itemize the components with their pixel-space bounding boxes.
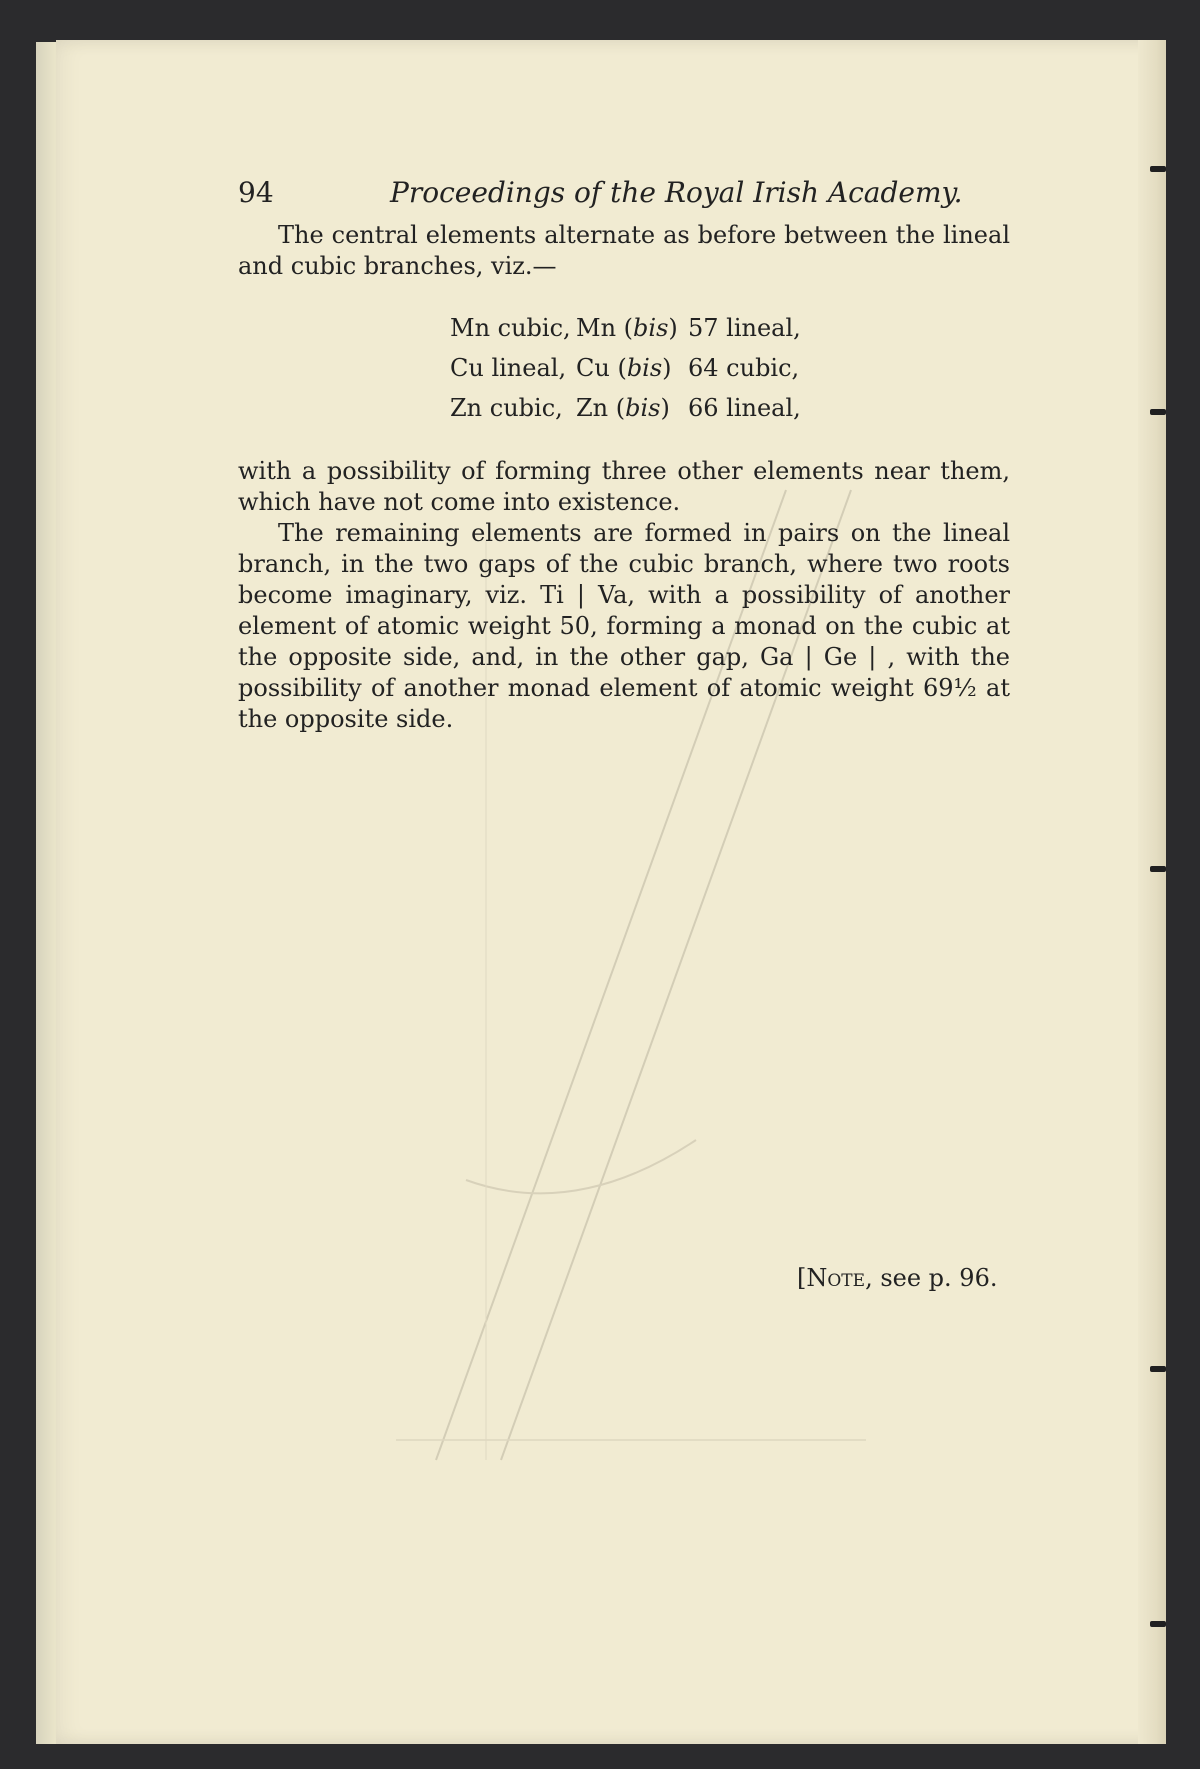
binding-stitch [1150,866,1166,872]
bis-prefix: Mn ( [576,314,634,342]
row-bis-element [576,348,688,388]
note-open-bracket: [ [797,1264,807,1292]
row-weight-branch: 57 lineal, [688,314,801,342]
bis-suffix: ) [668,314,678,342]
row-weight-branch: 64 cubic, [688,354,800,382]
row-bis-element [576,308,688,348]
bis-suffix: ) [660,394,670,422]
possibility-paragraph: with a possibility of forming three other elements near them, which have not come into existence. [238,457,1010,516]
row-element-branch: Mn cubic, [450,314,571,342]
binding-stitch [1150,166,1166,172]
table-row [450,308,822,348]
row-bis-element [576,388,688,428]
running-head [238,170,1010,216]
note-label: Note [806,1264,866,1292]
bis-prefix: Cu ( [576,354,627,382]
page-number: 94 [238,176,274,209]
remaining-elements-paragraph: The remaining elements are formed in pairs on the lineal branch, in the two gaps of the cubic branch, where two roots become imaginary, viz. Ti | Va, with a possibility of another element of atomic weight 50, forming a monad on the cubic at the opposite side, and, in the other gap, Ga | Ge | , with the possibility of another monad element of atomic weight 69½ at the opposite side. [238,519,1010,733]
bis-prefix: Zn ( [576,394,626,422]
bis-label: bis [625,394,661,422]
table-row [450,388,822,428]
bis-suffix: ) [662,354,672,382]
journal-title: Proceedings of the Royal Irish Academy. [390,176,963,209]
note-text: , see p. 96. [865,1264,998,1292]
table-row [450,348,822,388]
central-elements-paragraph: The central elements alternate as before between the lineal and cubic branches, viz.— [238,221,1010,280]
page-right-edge [1138,40,1166,1744]
element-pairs-table [450,308,822,428]
page-content [238,170,1010,735]
row-weight-branch: 66 lineal, [688,394,801,422]
row-element-branch: Zn cubic, [450,394,563,422]
note-reference [797,1263,997,1293]
bis-label: bis [626,354,663,382]
row-element-branch: Cu lineal, [450,354,567,382]
binding-stitch [1150,409,1166,415]
binding-stitch [1150,1621,1166,1627]
binding-stitch [1150,1366,1166,1372]
bis-label: bis [633,314,669,342]
